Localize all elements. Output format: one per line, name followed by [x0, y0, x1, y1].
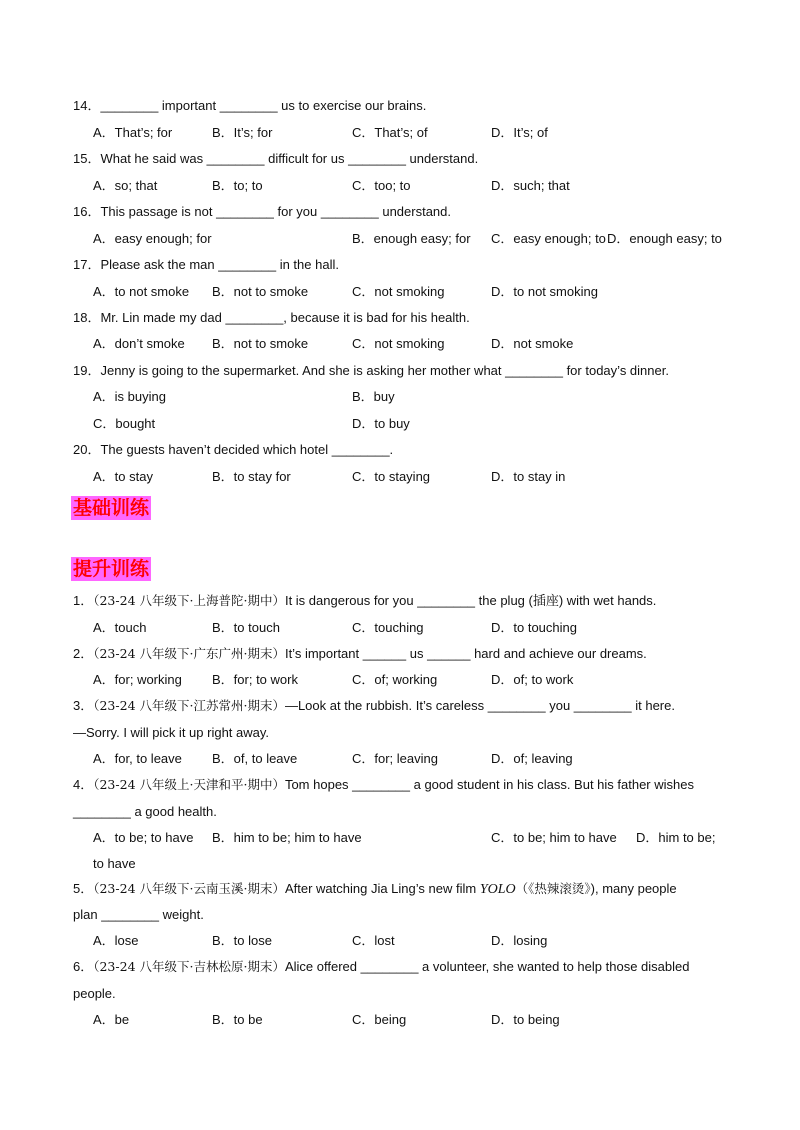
p2-q5-film-title-cn: （《热辣滚烫》 [515, 881, 591, 896]
p2-q5-option-c: C．lost [352, 933, 395, 948]
q15-option-a: A．so; that [93, 178, 158, 193]
p2-q3-option-b: B．of, to leave [212, 751, 298, 766]
p2-q4-text: Tom hopes ________ a good student in his class. But his father wishes [284, 777, 694, 792]
q17-option-c: C．not smoking [352, 284, 445, 299]
q19-option-d: D．to buy [352, 416, 410, 431]
q17-stem: 17．Please ask the man ________ in the hall. [73, 257, 339, 272]
q14-option-c: C．That’s; of [352, 125, 428, 140]
p2-q5-option-a: A．lose [93, 933, 139, 948]
p2-q4-number: 4． [73, 777, 94, 792]
p2-q5-source: （23-24 八年级下·云南玉溪·期末） [93, 881, 285, 896]
p2-q6-stem-line2: people. [73, 986, 116, 1001]
p2-q4-option-d: D．him to be; [636, 830, 716, 845]
q17-option-b: B．not to smoke [212, 284, 309, 299]
p2-q3-option-c: C．for; leaving [352, 751, 438, 766]
q20-option-a: A．to stay [93, 469, 153, 484]
p2-q6-option-d: D．to being [491, 1012, 560, 1027]
q18-option-c: C．not smoking [352, 336, 445, 351]
p2-q5-number: 5． [73, 881, 94, 896]
p2-q5-stem-line2: plan ________ weight. [73, 907, 204, 922]
q14-stem: 14．________ important ________ us to exercise our brains. [73, 98, 427, 113]
q18-stem: 18．Mr. Lin made my dad ________, because it is bad for his health. [73, 310, 470, 325]
p2-q4-option-d-cont: to have [93, 856, 136, 871]
q19-option-a: A．is buying [93, 389, 166, 404]
p2-q3-number: 3． [73, 698, 94, 713]
q18-option-b: B．not to smoke [212, 336, 309, 351]
p2-q1-option-a: A．touch [93, 620, 147, 635]
p2-q6-option-c: C．being [352, 1012, 407, 1027]
p2-q4-option-c: C．to be; him to have [491, 830, 617, 845]
p2-q3-stem [73, 698, 675, 714]
q16-option-c: C．easy enough; to [491, 231, 606, 246]
q18-option-a: A．don’t smoke [93, 336, 185, 351]
q16-option-b: B．enough easy; for [352, 231, 471, 246]
p2-q6-option-b: B．to be [212, 1012, 263, 1027]
q17-option-a: A．to not smoke [93, 284, 190, 299]
p2-q1-text: It is dangerous for you ________ the plug (插座) with wet hands. [284, 593, 657, 608]
p2-q3-source: （23-24 八年级下·江苏常州·期末） [93, 698, 285, 713]
p2-q2-option-d: D．of; to work [491, 672, 574, 687]
q19-stem: 19．Jenny is going to the supermarket. And she is asking her mother what ________ for today’s dinner. [73, 363, 669, 378]
section-heading-basic: 基础训练 [73, 497, 150, 519]
p2-q5-stem [73, 881, 677, 898]
q20-option-d: D．to stay in [491, 469, 566, 484]
section-heading-advanced: 提升训练 [73, 558, 150, 580]
p2-q1-option-c: C．touching [352, 620, 424, 635]
p2-q2-option-c: C．of; working [352, 672, 438, 687]
p2-q3-option-d: D．of; leaving [491, 751, 573, 766]
q16-stem: 16．This passage is not ________ for you ________ understand. [73, 204, 451, 219]
p2-q4-option-b: B．him to be; him to have [212, 830, 362, 845]
p2-q2-option-a: A．for; working [93, 672, 182, 687]
q16-option-a: A．easy enough; for [93, 231, 212, 246]
p2-q6-text: Alice offered ________ a volunteer, she wanted to help those disabled [284, 959, 690, 974]
p2-q5-text-a: After watching Jia Ling’s new film [284, 881, 477, 896]
p2-q6-number: 6． [73, 959, 94, 974]
p2-q6-stem [73, 959, 689, 975]
p2-q4-stem-line2: ________ a good health. [73, 804, 217, 819]
q20-option-c: C．to staying [352, 469, 431, 484]
q20-option-b: B．to stay for [212, 469, 291, 484]
p2-q5-option-d: D．losing [491, 933, 548, 948]
p2-q2-number: 2． [73, 646, 94, 661]
p2-q6-option-a: A．be [93, 1012, 130, 1027]
p2-q6-source: （23-24 八年级下·吉林松原·期末） [93, 959, 285, 974]
q15-stem: 15．What he said was ________ difficult for us ________ understand. [73, 151, 479, 166]
p2-q1-option-d: D．to touching [491, 620, 577, 635]
p2-q3-stem-line2: —Sorry. I will pick it up right away. [73, 725, 270, 740]
q17-option-d: D．to not smoking [491, 284, 598, 299]
p2-q5-text-b: ), many people [590, 881, 677, 896]
q14-option-d: D．It’s; of [491, 125, 548, 140]
q14-option-a: A．That’s; for [93, 125, 173, 140]
p2-q5-film-title: YOLO [479, 882, 516, 897]
p2-q1-source: （23-24 八年级下·上海普陀·期中） [93, 593, 285, 608]
p2-q1-option-b: B．to touch [212, 620, 280, 635]
q14-option-b: B．It’s; for [212, 125, 273, 140]
p2-q1-stem [73, 593, 656, 609]
p2-q4-source: （23-24 八年级上·天津和平·期中） [93, 777, 285, 792]
q19-option-c: C．bought [93, 416, 156, 431]
p2-q1-number: 1． [73, 593, 94, 608]
q15-option-b: B．to; to [212, 178, 263, 193]
p2-q3-option-a: A．for, to leave [93, 751, 182, 766]
p2-q2-source: （23-24 八年级下·广东广州·期末） [93, 646, 285, 661]
p2-q4-stem [73, 777, 694, 793]
p2-q2-option-b: B．for; to work [212, 672, 298, 687]
q15-option-c: C．too; to [352, 178, 411, 193]
p2-q2-text: It’s important ______ us ______ hard and achieve our dreams. [284, 646, 647, 661]
p2-q3-text: —Look at the rubbish. It’s careless ________ you ________ it here. [284, 698, 675, 713]
q19-option-b: B．buy [352, 389, 395, 404]
q20-stem: 20．The guests haven’t decided which hotel ________. [73, 442, 394, 457]
q18-option-d: D．not smoke [491, 336, 574, 351]
p2-q5-option-b: B．to lose [212, 933, 272, 948]
q16-option-d: D．enough easy; to [607, 231, 722, 246]
p2-q4-option-a: A．to be; to have [93, 830, 194, 845]
q15-option-d: D．such; that [491, 178, 570, 193]
p2-q2-stem [73, 646, 647, 662]
